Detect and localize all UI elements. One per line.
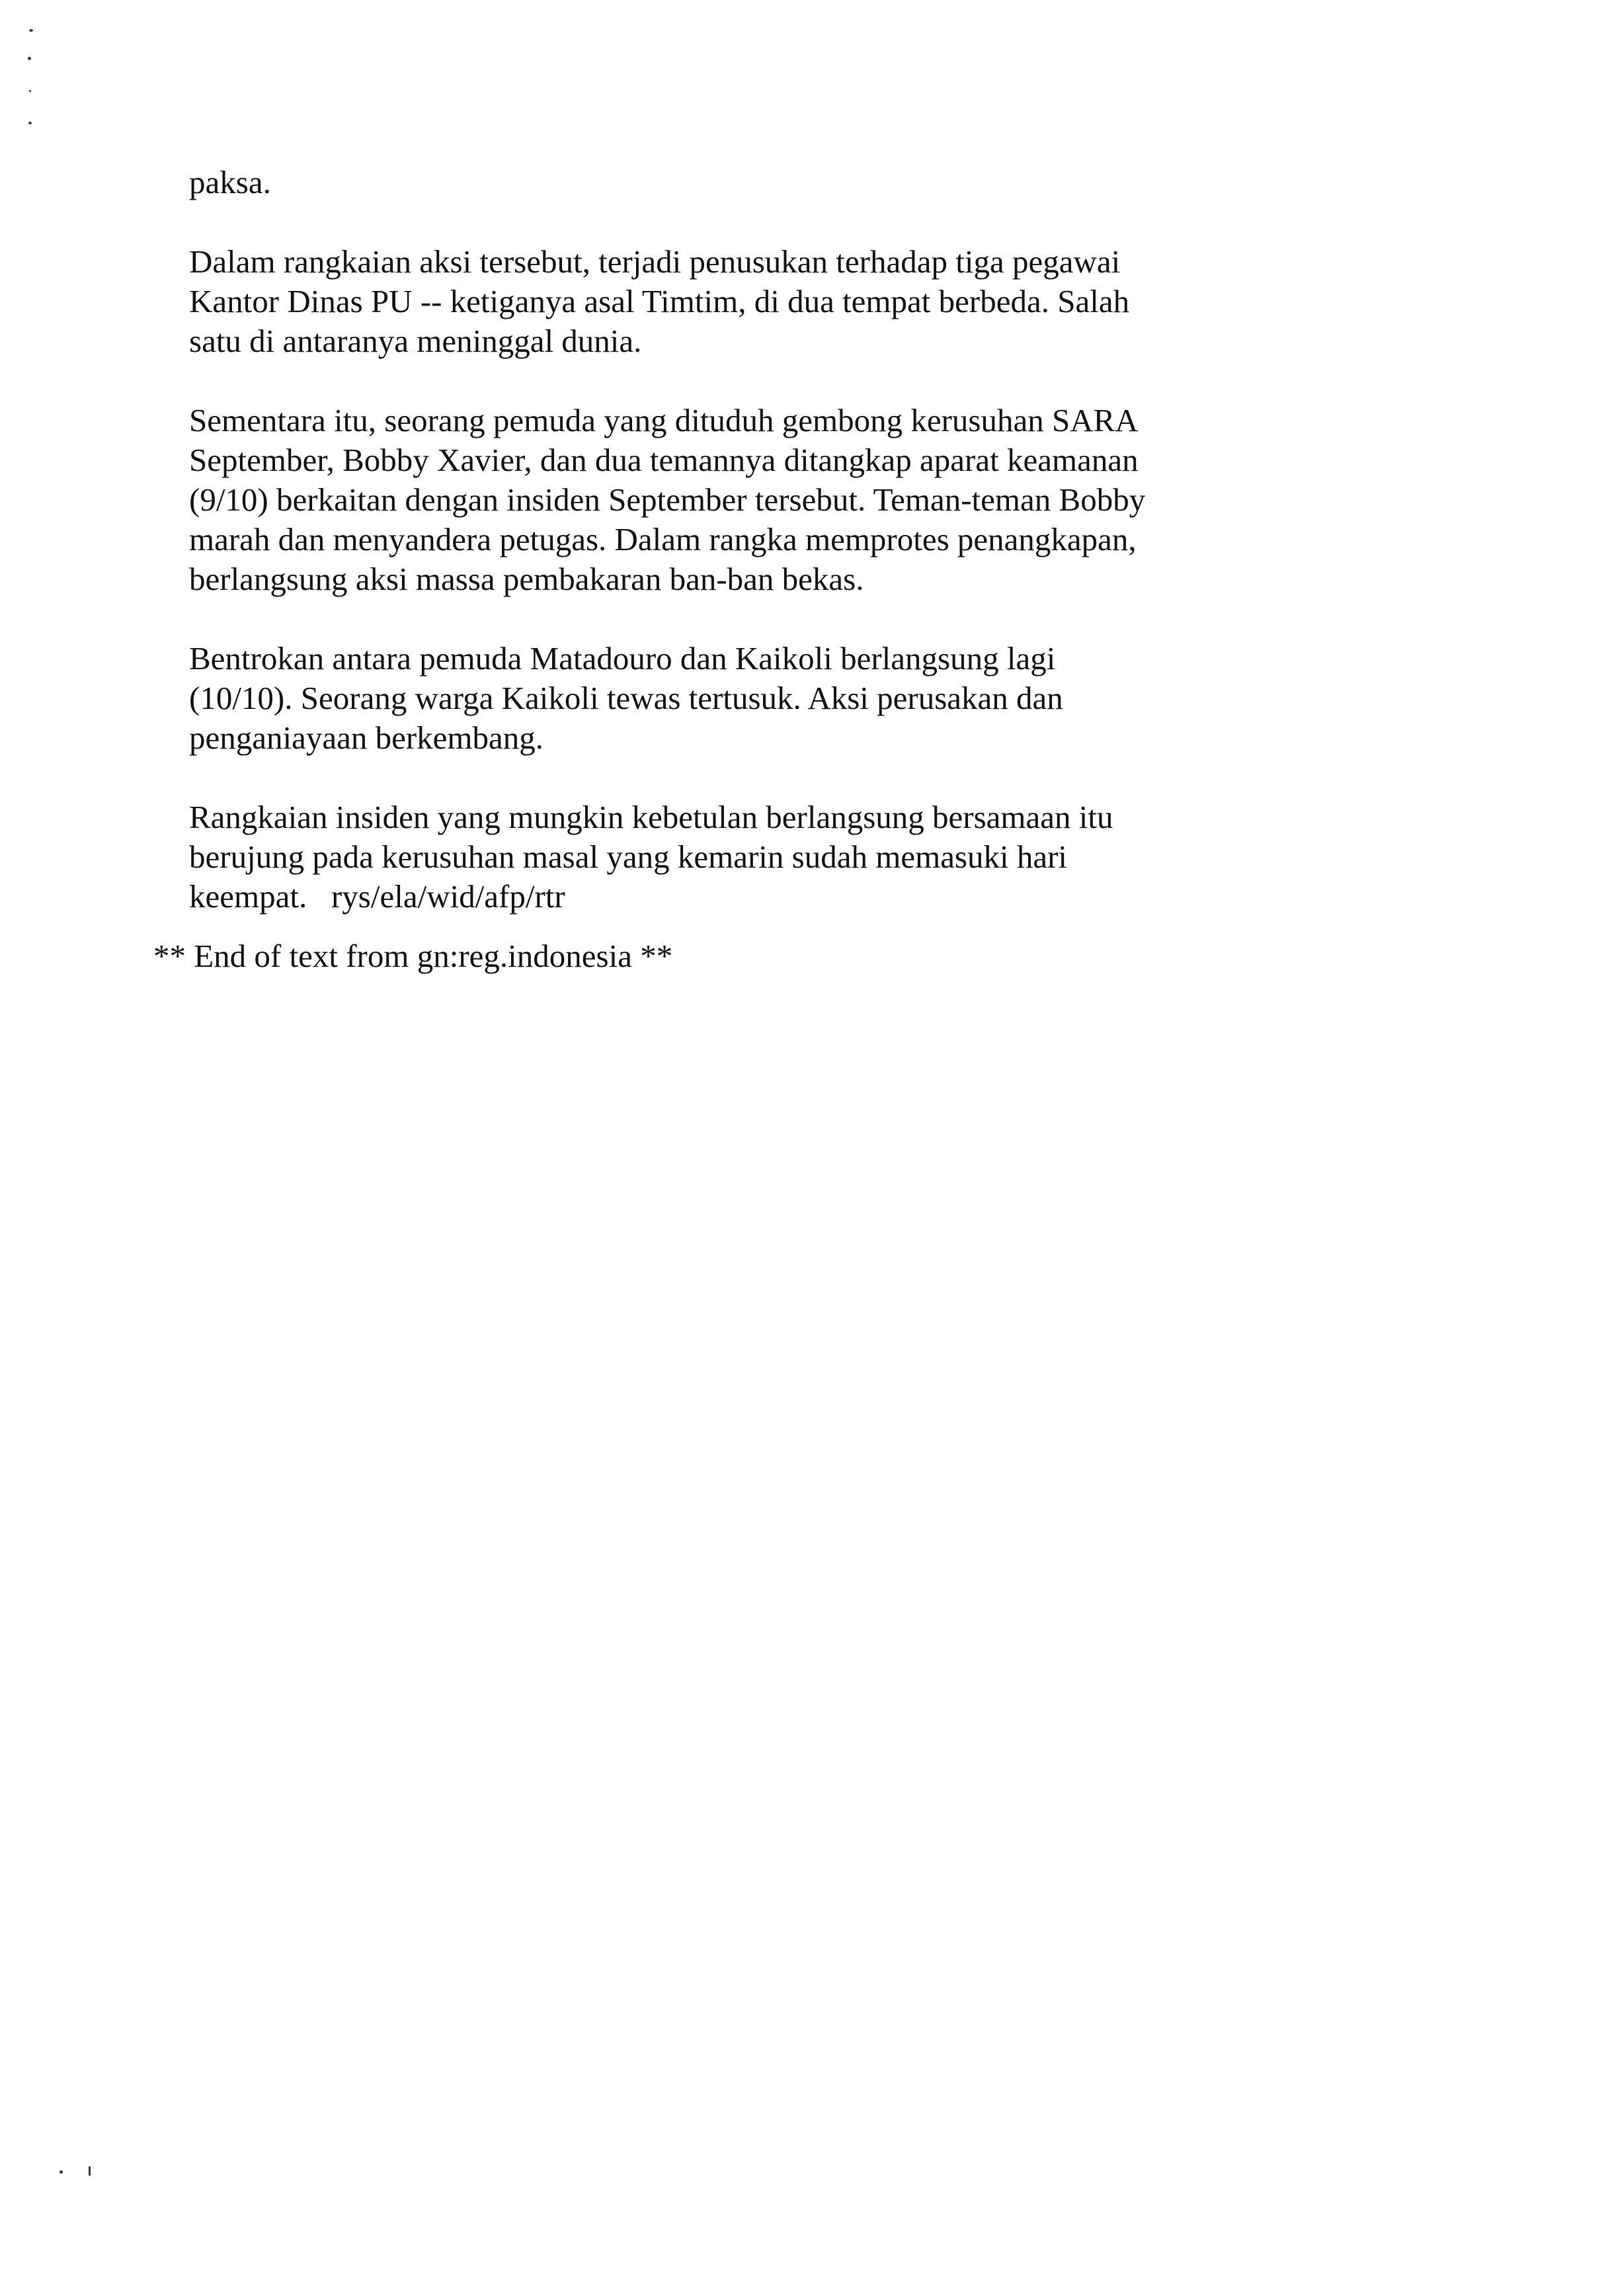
text-line: September, Bobby Xavier, dan dua temannya ditangkap aparat keamanan [189,442,1139,478]
scan-speck [60,2170,63,2174]
scan-speck [28,57,31,60]
paragraph-1 [189,163,1260,202]
scan-speck [89,2166,91,2176]
text-line: keempat. rys/ela/wid/afp/rtr [189,878,565,915]
text-line: penganiayaan berkembang. [189,719,544,756]
article-body [189,163,1260,956]
text-line: Sementara itu, seorang pemuda yang dituduh gembong kerusuhan SARA [189,402,1139,438]
paragraph-3 [189,401,1260,599]
paragraph-2 [189,242,1260,361]
text-line: (9/10) berkaitan dengan insiden September tersebut. Teman-teman Bobby [189,481,1146,518]
paragraph-5 [189,798,1260,917]
scan-speck [29,90,31,92]
text-line: (10/10). Seorang warga Kaikoli tewas tertusuk. Aksi perusakan dan [189,680,1063,716]
text-line: berujung pada kerusuhan masal yang kemarin sudah memasuki hari [189,839,1068,875]
text-line: satu di antaranya meninggal dunia. [189,323,642,359]
end-of-text-note: ** End of text from gn:reg.indonesia ** [153,938,673,974]
text-line: Dalam rangkaian aksi tersebut, terjadi penusukan terhadap tiga pegawai [189,243,1121,280]
text-line: Rangkaian insiden yang mungkin kebetulan berlangsung bersamaan itu [189,799,1113,835]
text-line: marah dan menyandera petugas. Dalam rangka memprotes penangkapan, [189,521,1137,557]
scan-speck [29,29,33,32]
scan-speck [28,122,32,124]
text-line: berlangsung aksi massa pembakaran ban-ban bekas. [189,561,864,597]
text-line: Bentrokan antara pemuda Matadouro dan Kaikoli berlangsung lagi [189,640,1056,676]
text-line: Kantor Dinas PU -- ketiganya asal Timtim, di dua tempat berbeda. Salah [189,283,1130,319]
paragraph-4 [189,639,1260,758]
text-line: paksa. [189,164,271,200]
